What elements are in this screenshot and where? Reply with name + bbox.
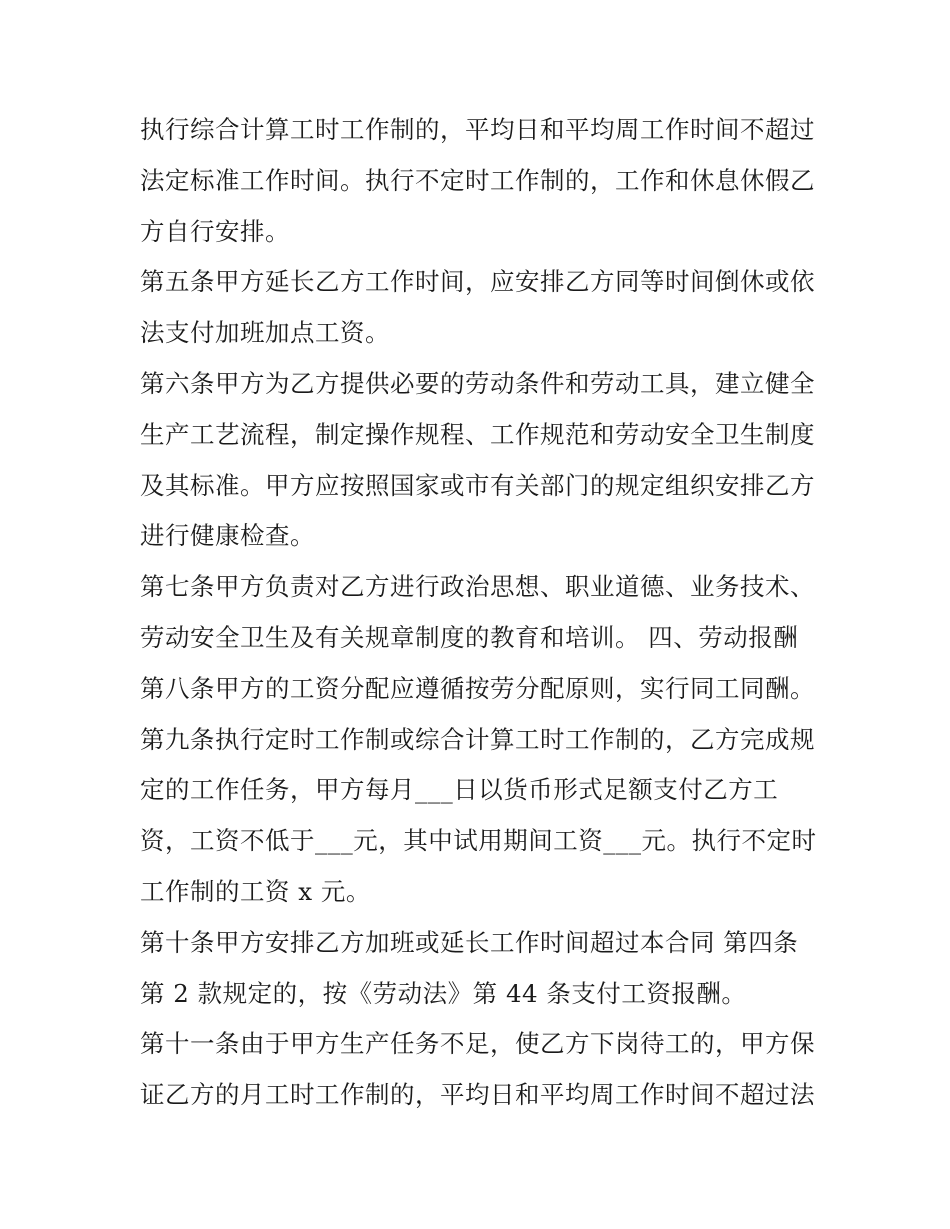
text-line: 定的工作任务，甲方每月___日以货币形式足额支付乙方工 [140, 775, 779, 805]
text-line: 及其标准。甲方应按照国家或市有关部门的规定组织安排乙方 [140, 470, 815, 500]
text-line: 第八条甲方的工资分配应遵循按劳分配原则，实行同工同酬。 [140, 673, 815, 703]
text-line: 法支付加班加点工资。 [140, 318, 390, 348]
text-line: 第 2 款规定的，按《劳动法》第 44 条支付工资报酬。 [140, 978, 747, 1008]
text-line: 进行健康检查。 [140, 521, 315, 551]
text-line: 执行综合计算工时工作制的，平均日和平均周工作时间不超过 [140, 115, 815, 144]
text-line: 资，工资不低于___元，其中试用期间工资___元。执行不定时 [140, 826, 817, 856]
text-line: 第五条甲方延长乙方工作时间，应安排乙方同等时间倒休或依 [140, 267, 815, 297]
text-line: 法定标准工作时间。执行不定时工作制的，工作和休息休假乙 [140, 165, 815, 195]
text-line: 生产工艺流程，制定操作规程、工作规范和劳动安全卫生制度 [140, 419, 815, 449]
text-line: 第七条甲方负责对乙方进行政治思想、职业道德、业务技术、 [140, 572, 815, 602]
text-line: 第十一条由于甲方生产任务不足，使乙方下岗待工的，甲方保 [140, 1029, 815, 1059]
text-line: 第六条甲方为乙方提供必要的劳动条件和劳动工具，建立健全 [140, 368, 815, 398]
text-line: 劳动安全卫生及有关规章制度的教育和培训。 四、劳动报酬 [140, 622, 799, 652]
text-line: 证乙方的月工时工作制的，平均日和平均周工作时间不超过法 [140, 1080, 815, 1110]
text-line: 工作制的工资 x 元。 [140, 876, 371, 906]
text-line: 第九条执行定时工作制或综合计算工时工作制的，乙方完成规 [140, 724, 815, 754]
contract-body-text [140, 105, 820, 1121]
text-line: 第十条甲方安排乙方加班或延长工作时间超过本合同 第四条 [140, 927, 799, 957]
text-line: 方自行安排。 [140, 216, 290, 246]
